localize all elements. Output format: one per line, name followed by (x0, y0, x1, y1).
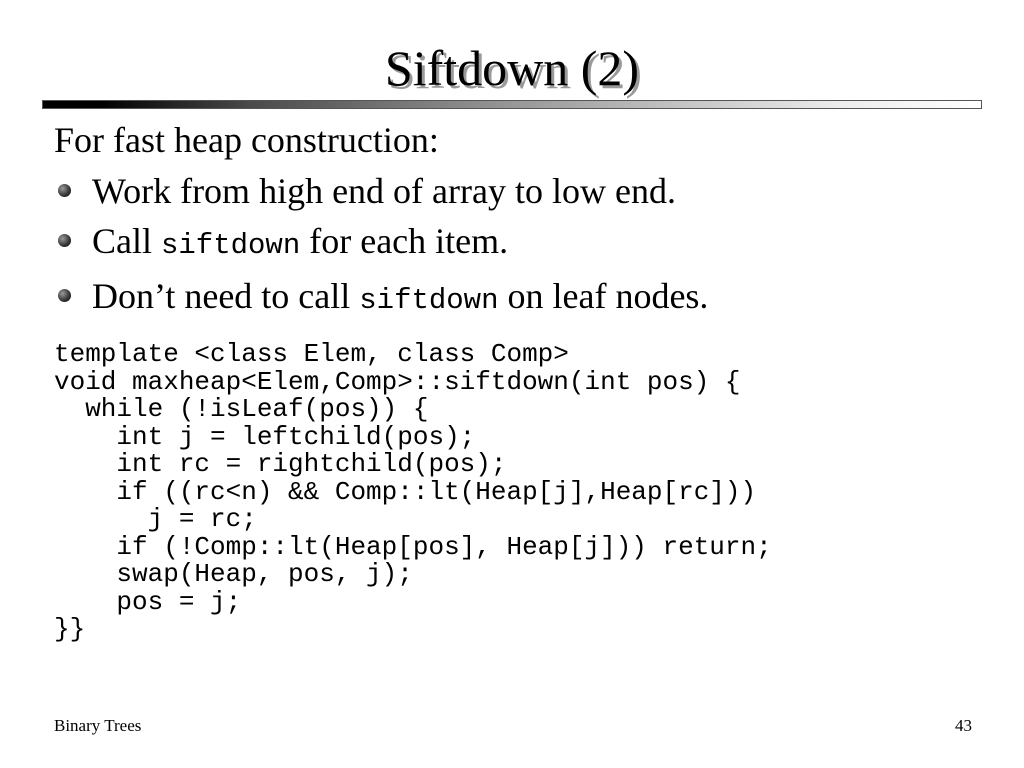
bullet-text: Call (92, 221, 161, 261)
code-line: while (!isLeaf(pos)) { (54, 394, 429, 424)
bullet-list (54, 166, 708, 326)
intro-text: For fast heap construction: (54, 120, 439, 160)
bullet-icon (58, 184, 71, 197)
code-line: template <class Elem, class Comp> (54, 339, 569, 369)
inline-code: siftdown (359, 284, 499, 317)
code-line: pos = j; (54, 586, 242, 617)
bullet-text: on leaf nodes. (498, 276, 709, 316)
bullet-item (54, 216, 708, 271)
code-line: j = rc; (54, 504, 257, 534)
code-line: if (!Comp::lt(Heap[pos], Heap[j])) return; (54, 531, 772, 562)
footer-title: Binary Trees (54, 716, 142, 735)
bullet-icon (58, 289, 71, 302)
bullet-text: Don’t need to call (92, 276, 360, 316)
code-line: if ((rc<n) && Comp::lt(Heap[j],Heap[rc])) (54, 476, 757, 507)
inline-code: siftdown (161, 229, 301, 262)
bullet-text: Work from high end of array to low end. (92, 171, 676, 211)
code-line: int rc = rightchild(pos); (54, 449, 507, 479)
code-line: swap(Heap, pos, j); (54, 559, 413, 589)
bullet-item (54, 271, 708, 326)
page-number: 43 (955, 716, 972, 735)
slide-title: Siftdown (2) (384, 40, 640, 96)
bullet-text: for each item. (300, 221, 509, 261)
code-line: }} (54, 614, 86, 644)
code-line: int j = leftchild(pos); (54, 421, 476, 452)
code-line: void maxheap<Elem,Comp>::siftdown(int pos) { (54, 366, 741, 397)
title-divider (42, 100, 982, 109)
bullet-item (54, 166, 708, 216)
code-block (54, 341, 772, 644)
bullet-icon (58, 234, 71, 247)
